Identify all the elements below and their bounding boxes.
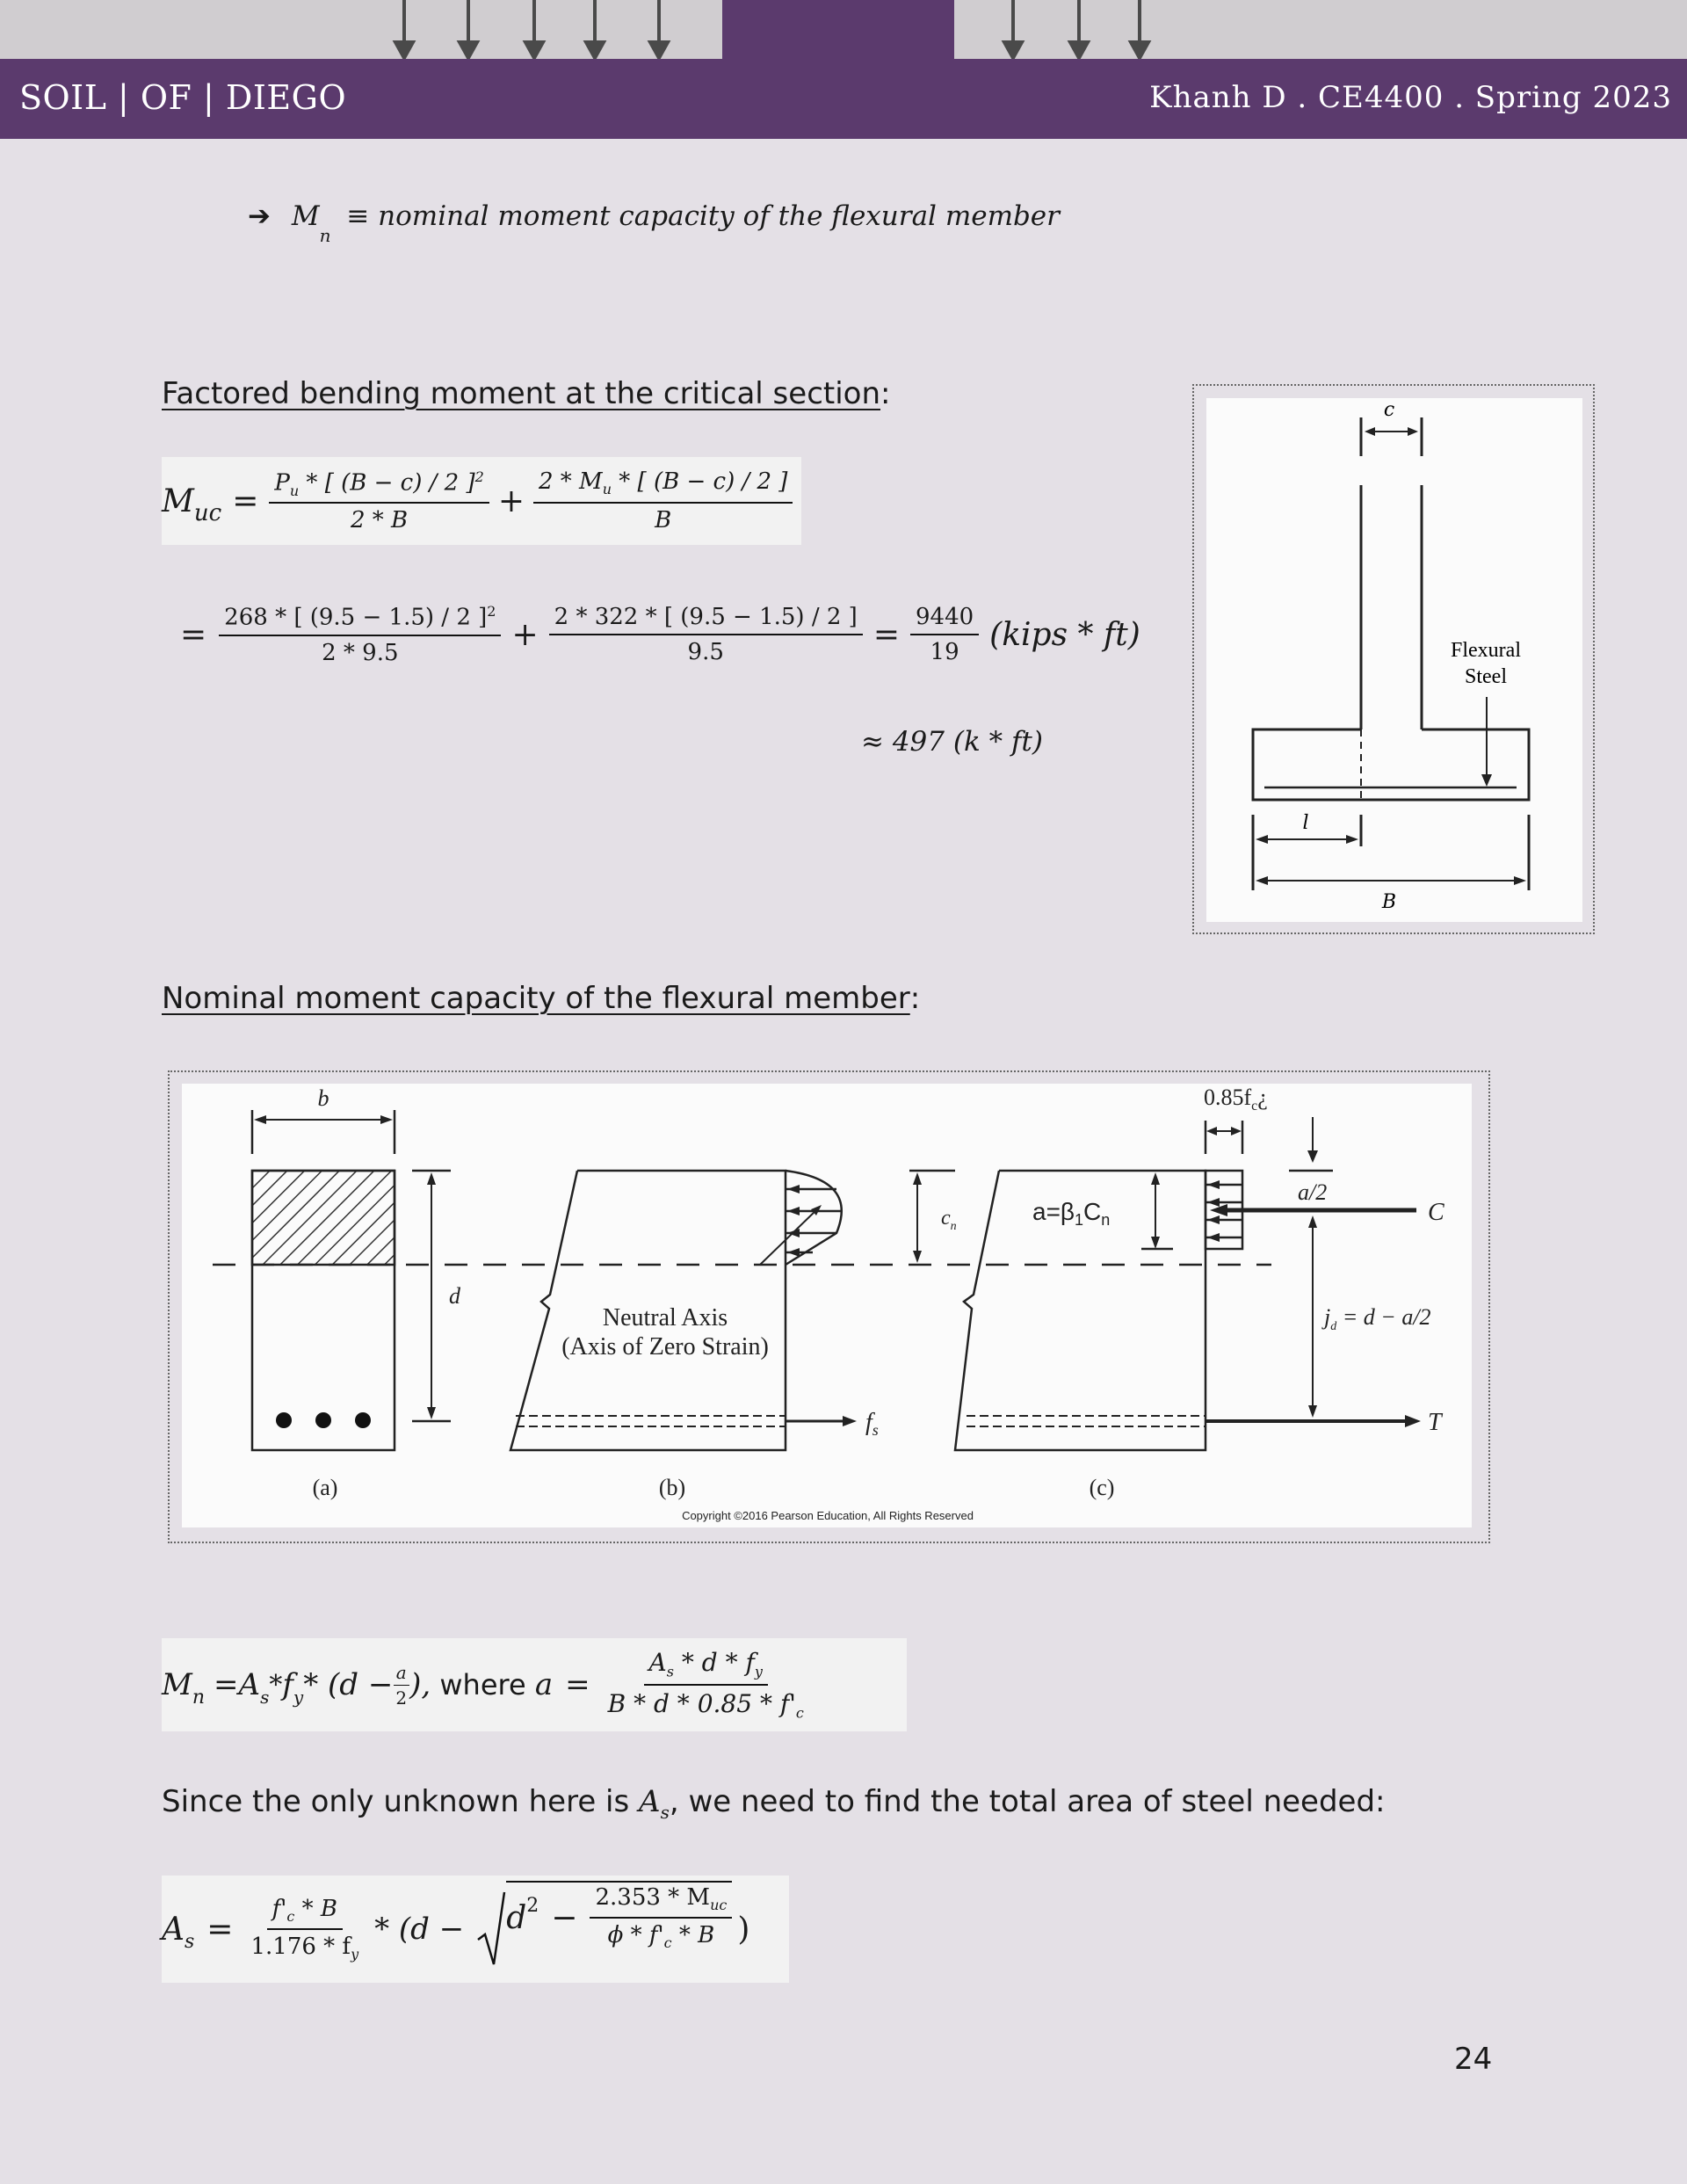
stress-label-b: b [317, 1085, 329, 1111]
fy-symbol: f [282, 1667, 293, 1702]
neutral-axis-label-2: (Axis of Zero Strain) [561, 1333, 769, 1360]
eq4-where: where [431, 1668, 535, 1701]
header-title: SOIL | OF | DIEGO [19, 78, 347, 117]
eq4-half-fraction [393, 1662, 409, 1709]
eq4-a-fraction [603, 1648, 809, 1721]
pu-sub: u [289, 482, 300, 499]
heading-text: Factored bending moment at the critical section [162, 376, 881, 411]
eq5-ratio-numerator [267, 1896, 343, 1930]
equation-as-content [162, 1877, 749, 1981]
eq4-num-b: * d * f [673, 1648, 755, 1678]
eq1-term1-num-rest: * [ (B − c) / 2 ] [299, 469, 475, 497]
eq5-in-den-sub: c [663, 1934, 672, 1952]
eq2-equals: = [180, 616, 207, 653]
eq1-term2-num-rest: * [ (B − c) / 2 ] [612, 468, 788, 496]
eq1-term2-fraction [533, 468, 793, 533]
eq5-in-den: ϕ * f' [607, 1922, 664, 1948]
fc-prime: f' [272, 1895, 287, 1922]
sentence-var: A [639, 1784, 661, 1819]
stress-label-jd: $j_d = d - a/2$ [1324, 1304, 1431, 1333]
mu-symbol: 2 * M [538, 468, 603, 496]
caption-a: (a) [312, 1475, 338, 1500]
muc-symbol: M [162, 483, 194, 519]
arrow-bullet-icon: ➔ [248, 200, 271, 232]
eq5-star: * (d − [374, 1912, 465, 1947]
eq4-half-num: a [394, 1662, 409, 1686]
d-symbol: d [506, 1899, 527, 1936]
stress-label-cn: $c_n$ [941, 1207, 957, 1233]
eq4-equals-2: = [565, 1667, 590, 1702]
eq2-term1-fraction [219, 603, 501, 666]
eq5-in-num-sub: uc [710, 1897, 728, 1913]
eq1-term1-numerator [269, 468, 489, 504]
eq5-den: 1.176 * f [250, 1934, 351, 1960]
a-symbol: a [534, 1667, 554, 1702]
as-lhs-symbol: A [162, 1911, 185, 1948]
eq5-ratio-fraction [245, 1896, 364, 1963]
fy-sub: y [293, 1687, 304, 1708]
stress-label-085fc: $0.85f_c¿$ [1204, 1085, 1268, 1114]
section-heading-nominal-capacity [162, 981, 920, 1016]
sentence-var-sub: s [660, 1801, 670, 1823]
heading-colon: : [880, 376, 891, 411]
eq2-term1-sup: 2 [487, 603, 496, 620]
eq1-plus: + [497, 483, 525, 519]
eq2-unit: (kips * ft) [989, 616, 1140, 653]
definition-text: ≡ nominal moment capacity of the flexural member [346, 200, 1060, 232]
heading-colon: : [909, 981, 921, 1016]
heading-text: Nominal moment capacity of the flexural member [162, 981, 910, 1016]
mn-symbol: M [291, 200, 320, 232]
eq1-term2-denominator: B [655, 506, 672, 533]
neutral-axis-label-1: Neutral Axis [602, 1304, 728, 1331]
stress-label-fs: $f_s$ [865, 1409, 879, 1439]
eq2-term1-denominator: 2 * 9.5 [322, 639, 399, 666]
eq5-inner-denominator [603, 1919, 720, 1951]
eq4-den-a-sub: c [795, 1704, 804, 1722]
footing-label-l: l [1302, 812, 1309, 834]
eq4-num-a-sub: s [666, 1664, 674, 1680]
sentence-pre: Since the only unknown here is [162, 1784, 640, 1819]
eq4-a-denominator [603, 1686, 809, 1722]
footing-label-c: c [1383, 399, 1395, 421]
eq2-term1-numerator [219, 603, 501, 636]
fc-sub: c [286, 1908, 295, 1925]
caption-b: (b) [658, 1475, 686, 1500]
eq2-plus: + [511, 616, 539, 653]
eq2-term2-fraction [549, 604, 863, 665]
equation-muc-content [162, 459, 793, 543]
eq2-result-numerator: 9440 [910, 604, 979, 635]
eq4-half-den: 2 [395, 1687, 408, 1709]
footing-diagram [1206, 398, 1582, 922]
mu-sub: u [602, 481, 612, 498]
mn-sub: n [319, 225, 331, 247]
eq5-in-den-tail: * B [671, 1922, 715, 1948]
fc-tail: * B [294, 1895, 337, 1922]
eq4-num-b-sub: y [754, 1664, 763, 1680]
eq5-den-sub: y [351, 1946, 359, 1963]
eq2-result-denominator: 19 [930, 639, 959, 665]
eq5-close: ) [737, 1911, 750, 1948]
eq4-a-numerator [644, 1648, 768, 1686]
sqrt-radical-icon [476, 1890, 506, 1968]
eq1-term1-fraction [269, 468, 489, 534]
eq4-close: ), [409, 1667, 431, 1702]
load-arrows-decoration [0, 0, 1687, 62]
mn-symbol: M [162, 1667, 192, 1702]
eq5-in-num: 2.353 * M [595, 1883, 711, 1911]
eq2-term1-num-text: 268 * [ (9.5 − 1.5) / 2 ] [224, 604, 488, 631]
stress-label-a-half: a/2 [1298, 1179, 1328, 1205]
eq2-equals-2: = [872, 616, 900, 653]
caption-c: (c) [1089, 1475, 1115, 1500]
as-sub: s [260, 1687, 270, 1708]
equation-muc-numeric [180, 591, 1140, 678]
footing-label-steel-1: Flexural [1451, 639, 1521, 662]
stress-label-a-beta: $a=\beta_1C_n$ [1032, 1198, 1111, 1229]
stress-label-C: C [1428, 1199, 1444, 1226]
rebar-dots [276, 1412, 371, 1428]
equation-muc-approx: ≈ 497 (k * ft) [861, 726, 1043, 758]
eq4-mid: * (d − [303, 1667, 394, 1702]
sqrt-content [506, 1881, 732, 1951]
eq5-inner-numerator [590, 1884, 732, 1919]
pu-symbol: P [274, 469, 290, 497]
eq5-ratio-denominator [245, 1930, 364, 1963]
eq1-term1-denominator: 2 * B [350, 507, 409, 534]
page-header [0, 59, 1687, 139]
muc-sub: uc [193, 500, 222, 526]
stress-label-T: T [1428, 1409, 1442, 1436]
page-number: 24 [1454, 2042, 1493, 2077]
definition-line [248, 200, 1060, 247]
eq4-equals: = [214, 1667, 239, 1702]
eq4-num-a: A [648, 1648, 667, 1678]
stress-label-d: d [449, 1283, 460, 1309]
header-author-course: Khanh D . CE4400 . Spring 2023 [1149, 80, 1672, 115]
equation-mn-content [162, 1640, 809, 1730]
copyright-notice: Copyright ©2016 Pearson Education, All Rights Reserved [682, 1509, 974, 1522]
eq2-term2-denominator: 9.5 [687, 639, 724, 665]
eq5-minus: − [551, 1899, 578, 1936]
eq4-star: * [269, 1669, 283, 1701]
footing-label-B: B [1381, 891, 1397, 913]
eq1-term1-sup: 2 [474, 468, 484, 485]
eq1-equals: = [232, 483, 259, 519]
eq5-equals: = [206, 1911, 234, 1948]
unknown-area-sentence [162, 1784, 1386, 1823]
eq2-result-fraction [910, 604, 979, 665]
eq1-term2-numerator [533, 468, 793, 503]
as-lhs-sub: s [185, 1930, 195, 1953]
sentence-post: , we need to find the total area of steel needed: [669, 1784, 1386, 1819]
as-symbol: A [238, 1667, 261, 1702]
eq4-den-a: B * d * 0.85 * f' [607, 1689, 796, 1718]
stress-block-diagram [182, 1084, 1472, 1527]
eq5-inner-fraction [590, 1884, 732, 1951]
section-heading-factored-moment [162, 376, 890, 411]
eq2-term2-numerator: 2 * 322 * [ (9.5 − 1.5) / 2 ] [549, 604, 863, 635]
mn-sub: n [192, 1686, 205, 1709]
d-sup: 2 [526, 1894, 539, 1917]
footing-label-steel-2: Steel [1465, 665, 1507, 688]
